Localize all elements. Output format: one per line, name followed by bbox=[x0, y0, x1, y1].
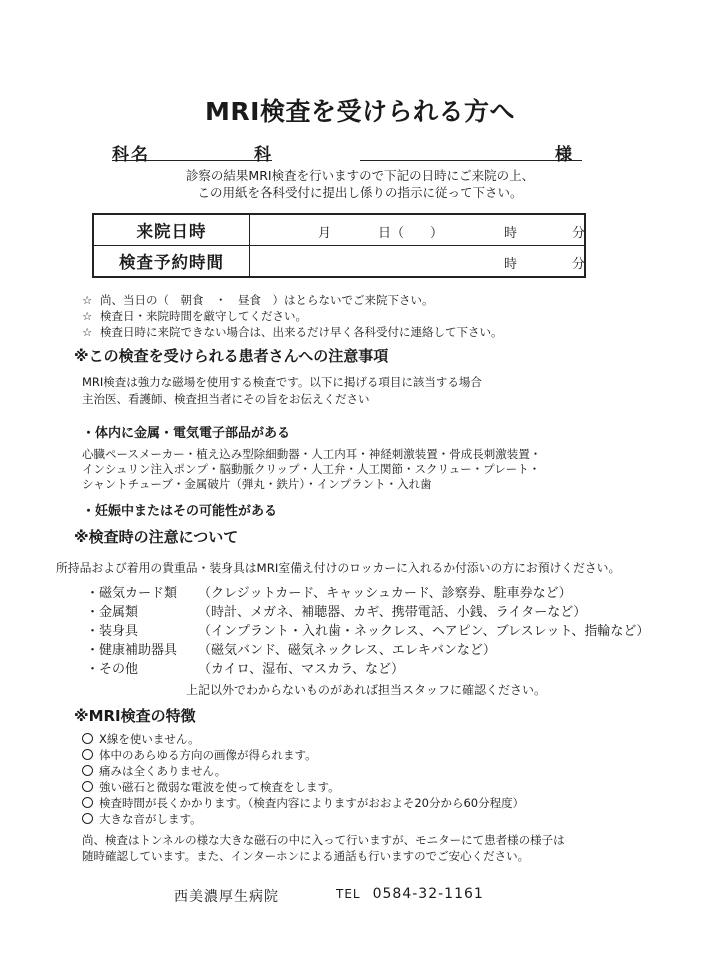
visit-hour-label: 時 bbox=[504, 226, 518, 241]
metal-line: シャントチューブ・金属破片（弾丸・鉄片）・インプラント・入れ歯 bbox=[82, 477, 432, 491]
honorific-label: 様 bbox=[555, 145, 572, 165]
item-desc-health-devices: （磁気バンド、磁気ネックレス、エレキバンなど） bbox=[198, 643, 496, 658]
star-icon: ☆ bbox=[82, 293, 93, 307]
feature-item: 体中のあらゆる方向の画像が得られます。 bbox=[82, 747, 317, 763]
exam-label: 検査予約時間 bbox=[93, 246, 250, 278]
star-icon: ☆ bbox=[82, 309, 93, 323]
hospital-name: 西美濃厚生病院 bbox=[174, 889, 279, 905]
tel-label: TEL bbox=[336, 887, 361, 901]
exam-hour-label: 時 bbox=[504, 257, 518, 272]
visit-minute-label: 分 bbox=[572, 226, 586, 241]
visit-day-label: 日（ ） bbox=[378, 226, 444, 241]
exam-row bbox=[93, 246, 585, 278]
item-name-accessories: ・装身具 bbox=[86, 624, 139, 639]
department-underline bbox=[112, 160, 272, 161]
exam-notes-lead: 所持品および着用の貴重品・装身具はMRI室備え付けのロッカーに入れるか付添いの方にお預けください。 bbox=[56, 561, 621, 575]
precautions-line: 主治医、看護師、検査担当者にその旨をお伝えください bbox=[82, 392, 370, 406]
hospital-phone bbox=[336, 886, 484, 902]
precautions-heading: ※この検査を受けられる患者さんへの注意事項 bbox=[74, 347, 389, 365]
visit-row bbox=[93, 214, 585, 246]
exam-notes-heading: ※検査時の注意について bbox=[74, 528, 239, 546]
metal-line: 心臓ペースメーカー・植え込み型除細動器・人工内耳・神経刺激装置・骨成長刺激装置・ bbox=[82, 447, 542, 461]
item-desc-magnetic-cards: （クレジットカード、キャッシュカード、診察券、駐車券など） bbox=[198, 586, 572, 601]
exam-minute-label: 分 bbox=[572, 257, 586, 272]
circle-icon bbox=[82, 749, 93, 760]
metal-heading: ・体内に金属・電気電子部品がある bbox=[82, 426, 291, 441]
item-name-health-devices: ・健康補助器具 bbox=[86, 643, 178, 658]
item-name-other: ・その他 bbox=[86, 662, 139, 677]
feature-item: 大きな音がします。 bbox=[82, 811, 202, 827]
circle-icon bbox=[82, 813, 93, 824]
item-desc-accessories: （インプラント・入れ歯・ネックレス、ヘアピン、ブレスレット、指輪など） bbox=[198, 624, 650, 639]
intro-line-1: 診察の結果MRI検査を行いますので下記の日時にご来院の上、 bbox=[185, 168, 535, 183]
pregnancy-note: ・妊娠中またはその可能性がある bbox=[82, 504, 278, 519]
features-heading: ※MRI検査の特徴 bbox=[74, 707, 196, 725]
circle-icon bbox=[82, 765, 93, 776]
page-title: MRI検査を受けられる方へ bbox=[205, 97, 515, 126]
item-name-magnetic-cards: ・磁気カード類 bbox=[86, 586, 178, 601]
department-suffix: 科 bbox=[254, 145, 271, 165]
visit-datetime-field bbox=[250, 214, 586, 246]
feature-item: 強い磁石と微弱な電波を使って検査をします。 bbox=[82, 779, 340, 795]
star-icon: ☆ bbox=[82, 325, 93, 339]
item-desc-metals: （時計、メガネ、補聴器、カギ、携帯電話、小銭、ライターなど） bbox=[198, 605, 587, 620]
circle-icon bbox=[82, 733, 93, 744]
note-item: ☆ 尚、当日の（ 朝食 ・ 昼食 ）はとらないでご来院下さい。 bbox=[82, 293, 434, 307]
circle-icon bbox=[82, 797, 93, 808]
exam-time-field bbox=[250, 246, 586, 278]
schedule-table bbox=[92, 213, 586, 278]
feature-item: 痛みは全くありません。 bbox=[82, 763, 226, 779]
feature-item: 検査時間が長くかかります。（検査内容によりますがおおよそ20分から60分程度） bbox=[82, 795, 524, 811]
metal-line: インシュリン注入ポンプ・脳動脈クリップ・人工弁・人工関節・スクリュー・プレート・ bbox=[82, 462, 541, 476]
precautions-line: MRI検査は強力な磁場を使用する検査です。以下に掲げる項目に該当する場合 bbox=[82, 375, 482, 389]
circle-icon bbox=[82, 781, 93, 792]
features-closing-line: 尚、検査はトンネルの様な大きな磁石の中に入って行いますが、モニターにて患者様の様子は bbox=[82, 833, 565, 847]
tel-number: 0584-32-1161 bbox=[372, 886, 484, 902]
patient-name-underline bbox=[360, 160, 582, 161]
department-label: 科名 bbox=[112, 145, 150, 165]
visit-label: 来院日時 bbox=[93, 214, 250, 246]
item-desc-other: （カイロ、湿布、マスカラ、など） bbox=[198, 662, 405, 677]
note-item: ☆ 検査日・来院時間を厳守してください。 bbox=[82, 309, 307, 323]
features-closing-line: 随時確認しています。また、インターホンによる通話も行いますのでご安心ください。 bbox=[82, 849, 530, 863]
visit-month-label: 月 bbox=[318, 226, 332, 241]
intro-line-2: この用紙を各科受付に提出し係りの指示に従って下さい。 bbox=[197, 185, 523, 200]
feature-item: X線を使いません。 bbox=[82, 731, 200, 747]
item-name-metals: ・金属類 bbox=[86, 605, 139, 620]
note-item: ☆ 検査日時に来院できない場合は、出来るだけ早く各科受付に連絡して下さい。 bbox=[82, 325, 503, 339]
exam-notes-footer: 上記以外でわからないものがあれば担当スタッフに確認ください。 bbox=[186, 683, 547, 697]
